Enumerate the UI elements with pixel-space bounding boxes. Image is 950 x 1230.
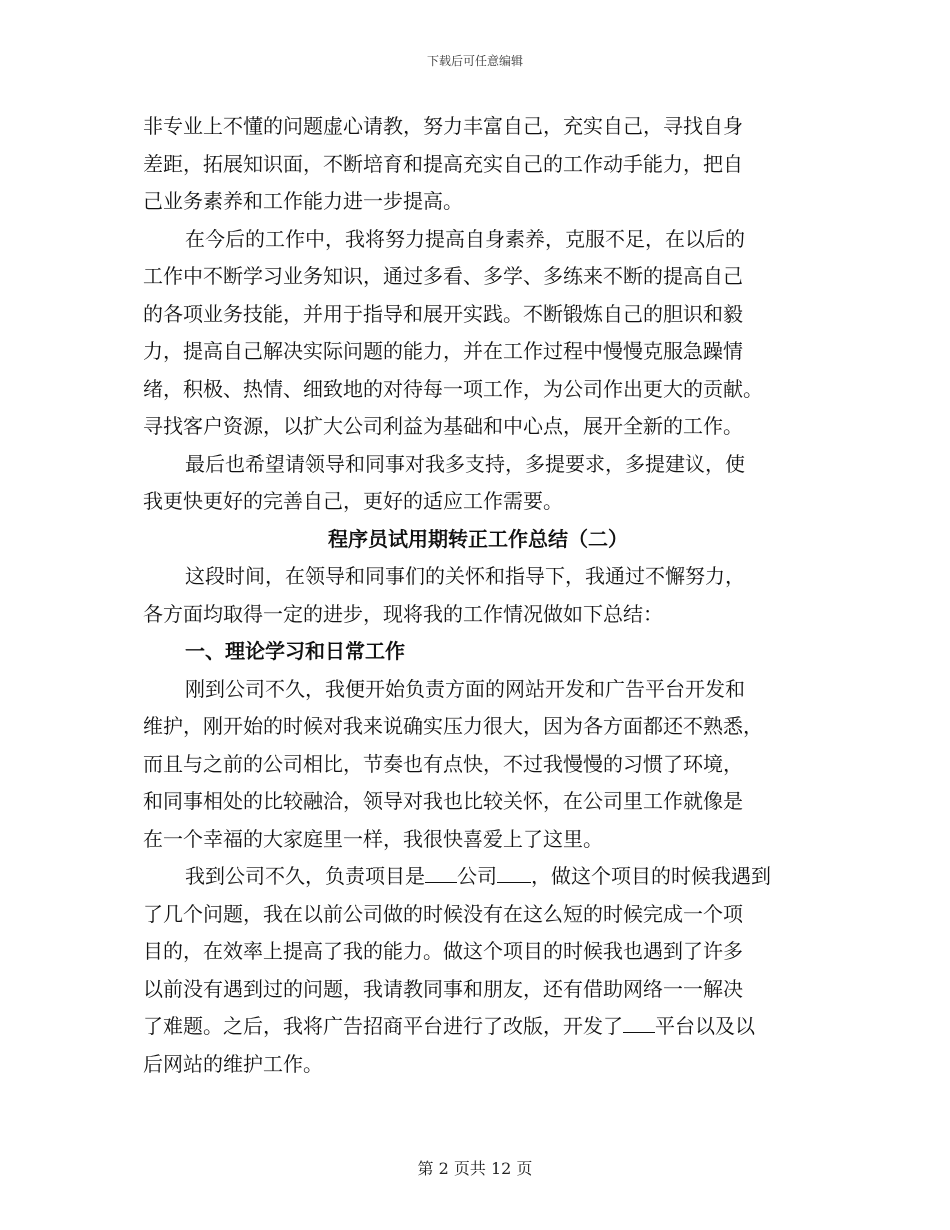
paragraph-line [143, 1008, 813, 1046]
text-segment: 平台以及以 [655, 1014, 755, 1038]
paragraph-line: 以前没有遇到过的问题，我请教同事和朋友，还有借助网络一一解决 [143, 976, 743, 1001]
paragraph-line: 了几个问题，我在以前公司做的时候没有在这么短的时候完成一个项 [143, 901, 743, 926]
paragraph-line: 力，提高自己解决实际问题的能力，并在工作过程中慢慢克服急躁情 [143, 339, 743, 363]
text-segment: 公司 [457, 864, 497, 888]
blank-underline [425, 882, 457, 883]
paragraph-line: 差距，拓展知识面，不断培育和提高充实自己的工作动手能力，把自 [143, 151, 743, 176]
paragraph-line: 和同事相处的比较融洽，领导对我也比较关怀，在公司里工作就像是 [143, 789, 743, 813]
subsection-heading: 一、理论学习和日常工作 [185, 639, 405, 663]
paragraph-line: 的各项业务技能，并用于指导和展开实践。不断锻炼自己的胆识和毅 [143, 301, 743, 326]
paragraph-line: 这段时间，在领导和同事们的关怀和指导下，我通过不懈努力， [185, 564, 745, 588]
page-header: 下载后可任意编辑 [426, 54, 523, 68]
paragraph-line: 最后也希望请领导和同事对我多支持，多提要求，多提建议，使 [185, 451, 745, 476]
paragraph-line: 维护，刚开始的时候对我来说确实压力很大，因为各方面都还不熟悉， [143, 714, 763, 738]
paragraph-line: 后网站的维护工作。 [143, 1051, 323, 1076]
text-segment: 我到公司不久，负责项目是 [185, 864, 425, 888]
paragraph-line: 工作中不断学习业务知识，通过多看、多学、多练来不断的提高自己 [143, 264, 743, 288]
paragraph-line [143, 858, 813, 896]
paragraph-line: 各方面均取得一定的进步，现将我的工作情况做如下总结： [143, 601, 663, 626]
blank-underline [497, 882, 531, 883]
page-number: 第 2 页共 12 页 [417, 1159, 533, 1178]
paragraph-line: 我更快更好的完善自己，更好的适应工作需要。 [143, 489, 563, 513]
paragraph-line: 己业务素养和工作能力进一步提高。 [143, 189, 463, 213]
paragraph-line: 在一个幸福的大家庭里一样，我很快喜爱上了这里。 [143, 826, 603, 851]
text-segment: 了难题。之后，我将广告招商平台进行了改版，开发了 [143, 1014, 623, 1038]
paragraph-line: 目的，在效率上提高了我的能力。做这个项目的时候我也遇到了许多 [143, 939, 743, 963]
document-body [143, 108, 813, 1083]
paragraph-line: 在今后的工作中，我将努力提高自身素养，克服不足，在以后的 [185, 226, 745, 251]
section-title: 程序员试用期转正工作总结（二） [328, 526, 628, 551]
blank-underline [623, 1032, 655, 1033]
paragraph-line: 寻找客户资源，以扩大公司利益为基础和中心点，展开全新的工作。 [143, 414, 743, 438]
text-segment: ，做这个项目的时候我遇到 [531, 864, 771, 888]
paragraph-line: 而且与之前的公司相比，节奏也有点快，不过我慢慢的习惯了环境， [143, 751, 743, 776]
paragraph-line: 绪，积极、热情、细致地的对待每一项工作，为公司作出更大的贡献。 [143, 376, 763, 401]
paragraph-line: 非专业上不懂的问题虚心请教，努力丰富自己，充实自己，寻找自身 [143, 114, 743, 138]
paragraph-line: 刚到公司不久，我便开始负责方面的网站开发和广告平台开发和 [185, 676, 745, 701]
